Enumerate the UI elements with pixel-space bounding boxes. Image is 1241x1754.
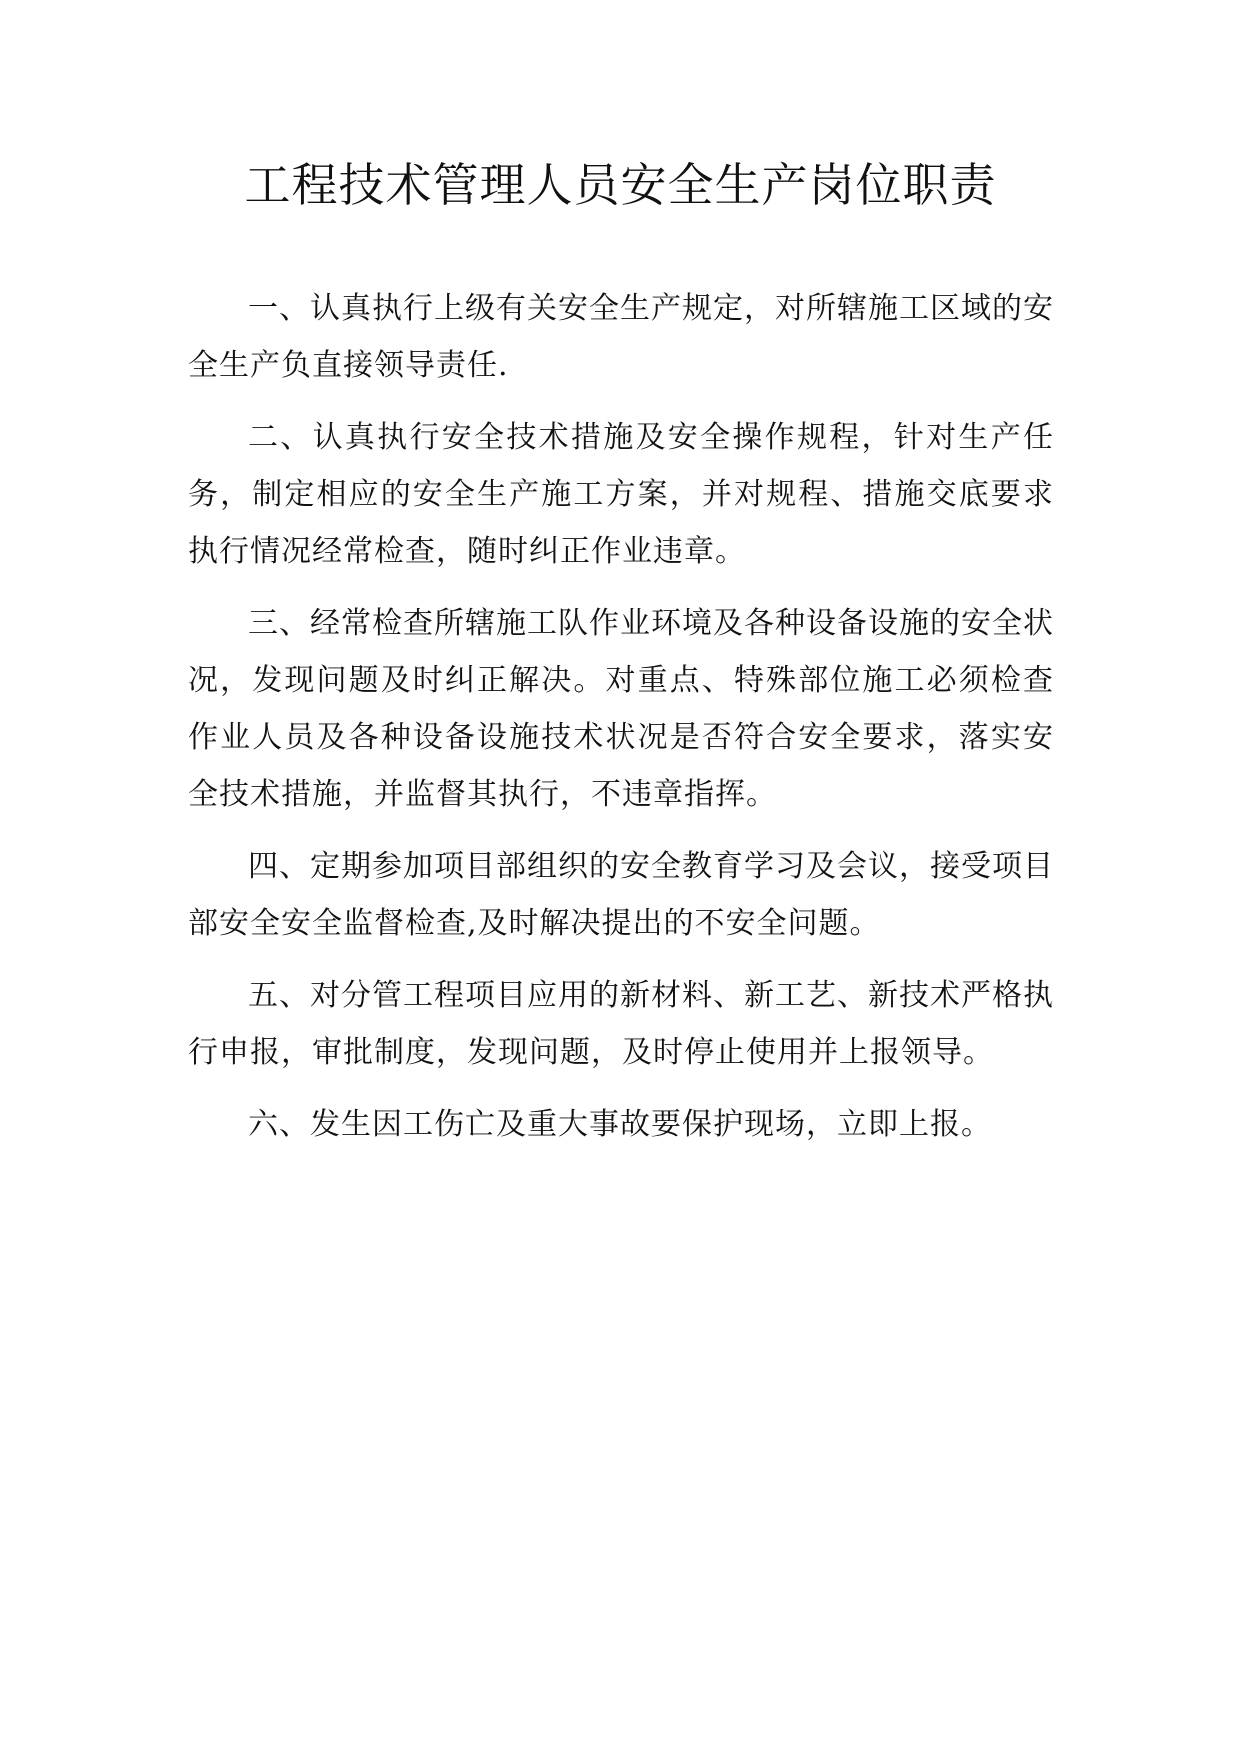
paragraph-1: 一、认真执行上级有关安全生产规定，对所辖施工区域的安全生产负直接领导责任.: [188, 291, 1054, 383]
paragraph-2: 二、认真执行安全技术措施及安全操作规程，针对生产任务，制定相应的安全生产施工方案，并对规程、措施交底要求执行情况经常检查，随时纠正作业违章。: [188, 420, 1054, 569]
paragraph-6: 六、发生因工伤亡及重大事故要保护现场，立即上报。: [248, 1107, 992, 1142]
paragraph-5: 五、对分管工程项目应用的新材料、新工艺、新技术严格执行申报，审批制度，发现问题，及时停止使用并上报领导。: [188, 978, 1054, 1070]
document-body: [188, 280, 1054, 1168]
paragraph-3: 三、经常检查所辖施工队作业环境及各种设备设施的安全状况，发现问题及时纠正解决。对重点、特殊部位施工必须检查作业人员及各种设备设施技术状况是否符合安全要求，落实安全技术措施，并监督其执行，不违章指挥。: [188, 606, 1054, 812]
document-title: 工程技术管理人员安全生产岗位职责: [244, 158, 997, 212]
paragraph-4: 四、定期参加项目部组织的安全教育学习及会议，接受项目部安全安全监督检查,及时解决提出的不安全问题。: [188, 849, 1054, 941]
